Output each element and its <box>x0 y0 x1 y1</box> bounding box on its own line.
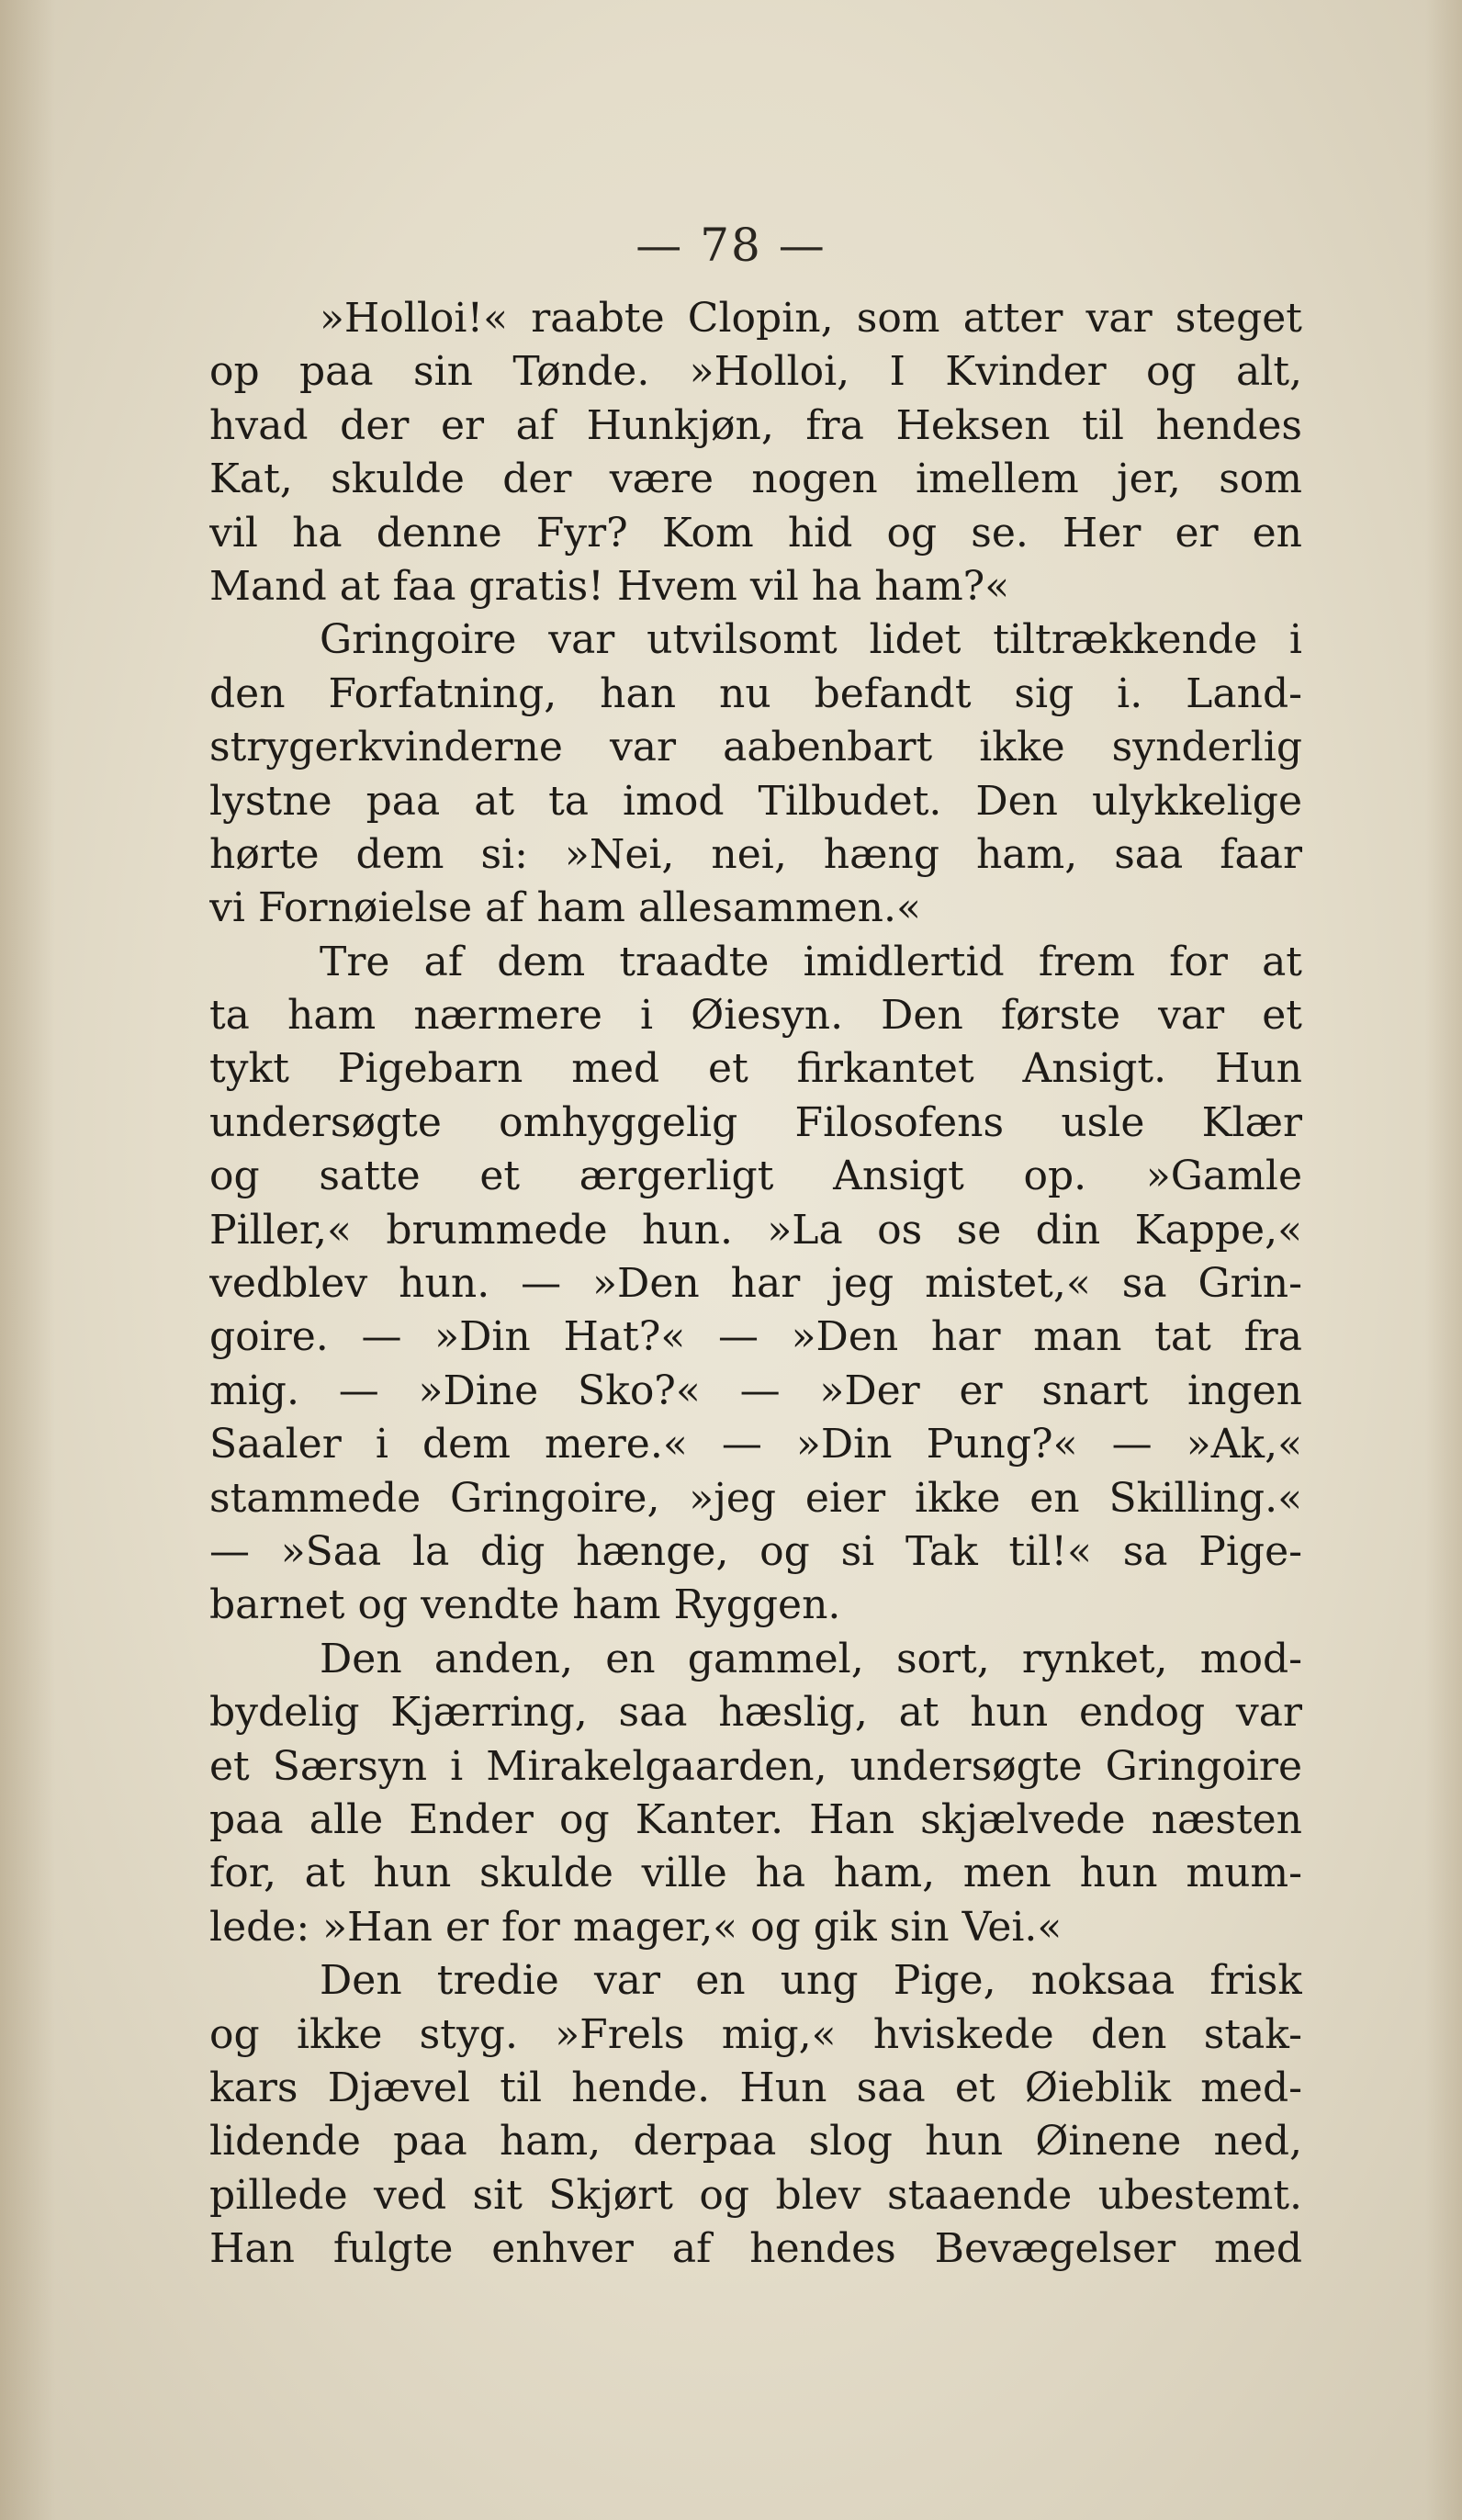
text-line: lede: »Han er for mager,« og gik sin Vei.« <box>209 1903 1063 1951</box>
text-line: vil ha denne Fyr? Kom hid og se. Her er en <box>209 509 1302 557</box>
text-line: undersøgte omhyggelig Filosofens usle Klær <box>209 1098 1302 1146</box>
page-shadow-right <box>1425 0 1462 2520</box>
text-line: og satte et ærgerligt Ansigt op. »Gamle <box>209 1153 1302 1200</box>
text-line: for, at hun skulde ville ha ham, men hun mum- <box>209 1850 1302 1897</box>
text-line: Mand at faa gratis! Hvem vil ha ham?« <box>209 562 1010 610</box>
text-line: op paa sin Tønde. »Holloi, I Kvinder og alt, <box>209 348 1302 396</box>
text-line: hørte dem si: »Nei, nei, hæng ham, saa faar <box>209 830 1302 878</box>
text-line: kars Djævel til hende. Hun saa et Øieblik med- <box>209 2064 1302 2111</box>
text-line: stammede Gringoire, »jeg eier ikke en Skilling.« <box>209 1474 1302 1522</box>
text-line: og ikke styg. »Frels mig,« hviskede den stak- <box>209 2010 1302 2058</box>
page-shadow-left <box>0 0 55 2520</box>
text-line: lidende paa ham, derpaa slog hun Øinene ned, <box>209 2118 1302 2166</box>
header-dash-left: — <box>635 219 701 272</box>
header-dash-right: — <box>761 219 827 272</box>
text-line: strygerkvinderne var aabenbart ikke synderlig <box>209 724 1302 771</box>
text-line: — »Saa la dig hænge, og si Tak til!« sa Pige- <box>209 1527 1302 1575</box>
text-line: vi Fornøielse af ham allesammen.« <box>209 884 921 932</box>
page-number: 78 <box>700 219 762 272</box>
text-line: pillede ved sit Skjørt og blev staaende ubestemt. <box>209 2171 1302 2219</box>
page-header <box>0 219 1462 272</box>
text-line: Den tredie var en ung Pige, noksaa frisk <box>320 1957 1302 2005</box>
text-line: »Holloi!« raabte Clopin, som atter var steget <box>320 295 1302 342</box>
text-line: Han fulgte enhver af hendes Bevægelser med <box>209 2225 1302 2273</box>
text-line: ta ham nærmere i Øiesyn. Den første var et <box>209 992 1302 1040</box>
text-line: paa alle Ender og Kanter. Han skjælvede næsten <box>209 1795 1302 1843</box>
text-line: et Særsyn i Mirakelgaarden, undersøgte Gringoire <box>209 1742 1302 1790</box>
text-line: Tre af dem traadte imidlertid frem for at <box>320 938 1302 985</box>
text-line: Den anden, en gammel, sort, rynket, mod- <box>320 1635 1302 1682</box>
text-line: Gringoire var utvilsomt lidet tiltrækkende i <box>320 616 1302 664</box>
text-line: hvad der er af Hunkjøn, fra Heksen til hendes <box>209 401 1302 449</box>
text-line: Kat, skulde der være nogen imellem jer, som <box>209 456 1302 503</box>
body-text <box>209 292 1302 2276</box>
text-line: den Forfatning, han nu befandt sig i. Land- <box>209 669 1302 717</box>
text-line: bydelig Kjærring, saa hæslig, at hun endog var <box>209 1689 1302 1737</box>
text-line: Piller,« brummede hun. »La os se din Kappe,« <box>209 1206 1302 1254</box>
text-line: barnet og vendte ham Ryggen. <box>209 1581 841 1629</box>
text-line: lystne paa at ta imod Tilbudet. Den ulykkelige <box>209 777 1302 825</box>
text-line: Saaler i dem mere.« — »Din Pung?« — »Ak,« <box>209 1421 1302 1468</box>
text-line: mig. — »Dine Sko?« — »Der er snart ingen <box>209 1367 1302 1414</box>
text-line: tykt Pigebarn med et firkantet Ansigt. Hun <box>209 1045 1302 1093</box>
text-line: vedblev hun. — »Den har jeg mistet,« sa Grin- <box>209 1260 1302 1308</box>
text-line: goire. — »Din Hat?« — »Den har man tat fra <box>209 1313 1302 1361</box>
